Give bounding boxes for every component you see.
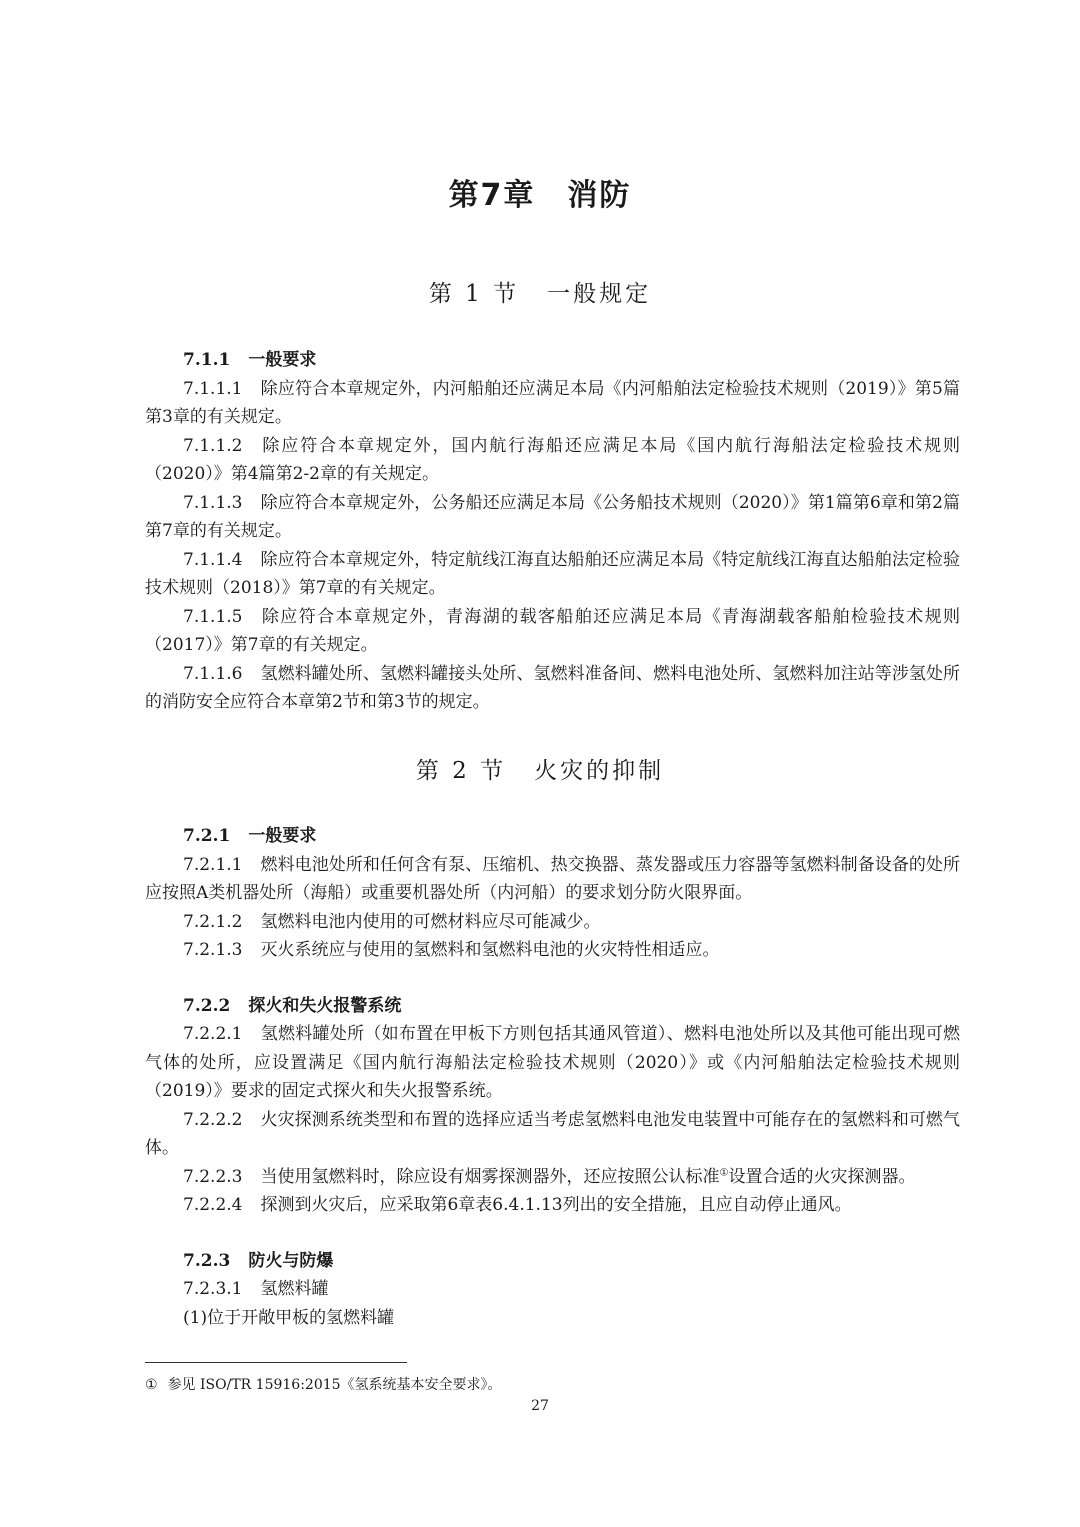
paragraph-7-1-1-6 (145, 660, 960, 717)
clause-text: 氢燃料罐处所、氢燃料罐接头处所、氢燃料准备间、燃料电池处所、氢燃料加注站等涉氢处所的消防安全应符合本章第2节和第3节的规定。 (145, 663, 960, 712)
paragraph-7-2-1-2 (145, 908, 960, 937)
footnote (145, 1375, 502, 1395)
clause-text: 火灾探测系统类型和布置的选择应适当考虑氢燃料电池发电装置中可能存在的氢燃料和可燃气体。 (145, 1109, 960, 1158)
paragraph-7-2-1-1 (145, 851, 960, 908)
paragraph-7-2-2-1 (145, 1020, 960, 1106)
spacer (145, 1220, 960, 1247)
section-1-title (0, 275, 1080, 308)
clause-text-continued: 设置合适的火灾探测器。 (728, 1166, 916, 1187)
section-2-title (0, 752, 1080, 785)
section-1-name: 一般规定 (547, 281, 652, 307)
clause-number: 7.2.1.1 (183, 854, 243, 875)
clause-text: 灭火系统应与使用的氢燃料和氢燃料电池的火灾特性相适应。 (260, 940, 720, 960)
clause-text: 燃料电池处所和任何含有泵、压缩机、热交换器、蒸发器或压力容器等氢燃料制备设备的处所应按照A类机器处所（海船）或重要机器处所（内河船）的要求划分防火限界面。 (145, 854, 960, 903)
heading-7-2-3 (145, 1247, 960, 1276)
clause-text: 当使用氢燃料时，除应设有烟雾探测器外，还应按照公认标准 (260, 1166, 720, 1187)
clause-text: 除应符合本章规定外，青海湖的载客船舶还应满足本局《青海湖载客船舶检验技术规则（2017）》第7章的有关规定。 (145, 606, 960, 655)
clause-text: 探测到火灾后，应采取第6章表6.4.1.13列出的安全措施，且应自动停止通风。 (260, 1195, 852, 1215)
paragraph-7-1-1-3 (145, 489, 960, 546)
clause-number: 7.2.2.4 (183, 1195, 243, 1215)
paragraph-7-2-2-3 (145, 1163, 960, 1192)
clause-text: 除应符合本章规定外，内河船舶还应满足本局《内河船舶法定检验技术规则（2019）》第5篇第3章的有关规定。 (145, 378, 960, 427)
clause-number: 7.2.2.1 (183, 1024, 243, 1044)
paragraph-7-2-2-4 (145, 1191, 960, 1220)
footnote-divider (145, 1362, 407, 1363)
footnote-mark: ① (145, 1377, 158, 1393)
section-2-number: 第 2 节 (415, 758, 507, 784)
clause-number: 7.2.2.2 (183, 1109, 243, 1130)
chapter-title: 第7章 消防 (448, 178, 632, 213)
heading-text: 一般要求 (248, 350, 317, 370)
section-2-name: 火灾的抑制 (534, 758, 665, 784)
heading-text: 一般要求 (248, 826, 317, 846)
clause-number: 7.1.1.1 (183, 378, 243, 399)
clause-number: 7.1.1.6 (183, 663, 243, 684)
paragraph-7-1-1-4 (145, 546, 960, 603)
heading-7-1-1 (145, 346, 960, 375)
clause-number: 7.2.1.2 (183, 911, 243, 932)
clause-text: 除应符合本章规定外，国内航行海船还应满足本局《国内航行海船法定检验技术规则（2020）》第4篇第2-2章的有关规定。 (145, 435, 960, 484)
clause-number: 7.1.1.4 (183, 549, 243, 570)
paragraph-7-1-1-5 (145, 603, 960, 660)
section-2-body (145, 822, 960, 1332)
section-1-number: 第 1 节 (428, 281, 520, 307)
clause-number: 7.2.1.3 (183, 940, 243, 960)
clause-number: 7.1.1.5 (183, 606, 243, 627)
clause-text: 氢燃料罐 (260, 1279, 329, 1299)
paragraph-7-1-1-1 (145, 375, 960, 432)
footnote-text: 参见 ISO/TR 15916:2015《氢系统基本安全要求》。 (167, 1377, 502, 1393)
clause-text: 除应符合本章规定外，特定航线江海直达船舶还应满足本局《特定航线江海直达船舶法定检验技术规则（2018）》第7章的有关规定。 (145, 549, 960, 598)
clause-text: 除应符合本章规定外，公务船还应满足本局《公务船技术规则（2020）》第1篇第6章和第2篇第7章的有关规定。 (145, 492, 960, 541)
clause-text: 氢燃料电池内使用的可燃材料应尽可能减少。 (260, 911, 601, 932)
heading-number: 7.2.3 (183, 1250, 231, 1271)
footnote-reference[interactable]: ① (719, 1166, 729, 1178)
heading-number: 7.1.1 (183, 350, 231, 370)
heading-text: 防火与防爆 (248, 1250, 334, 1271)
clause-text: 氢燃料罐处所（如布置在甲板下方则包括其通风管道）、燃料电池处所以及其他可能出现可燃气体的处所，应设置满足《国内航行海船法定检验技术规则（2020）》或《内河船舶法定检验技术规则（2019）》要求的固定式探火和失火报警系统。 (145, 1024, 960, 1101)
clause-number: 7.1.1.2 (183, 435, 243, 456)
paragraph-7-2-3-1 (145, 1275, 960, 1304)
page-number: 27 (531, 1398, 549, 1414)
clause-number: 7.2.2.3 (183, 1166, 243, 1187)
clause-number: 7.2.3.1 (183, 1279, 243, 1299)
spacer (145, 965, 960, 992)
heading-number: 7.2.1 (183, 826, 231, 846)
list-item-1: (1)位于开敞甲板的氢燃料罐 (183, 1307, 395, 1328)
paragraph-7-1-1-2 (145, 432, 960, 489)
heading-7-2-1 (145, 822, 960, 851)
heading-number: 7.2.2 (183, 995, 231, 1016)
heading-text: 探火和失火报警系统 (248, 995, 402, 1016)
paragraph-7-2-2-2 (145, 1106, 960, 1163)
clause-number: 7.1.1.3 (183, 492, 243, 513)
heading-7-2-2 (145, 992, 960, 1021)
section-1-body (145, 346, 960, 717)
paragraph-7-2-1-3 (145, 936, 960, 965)
